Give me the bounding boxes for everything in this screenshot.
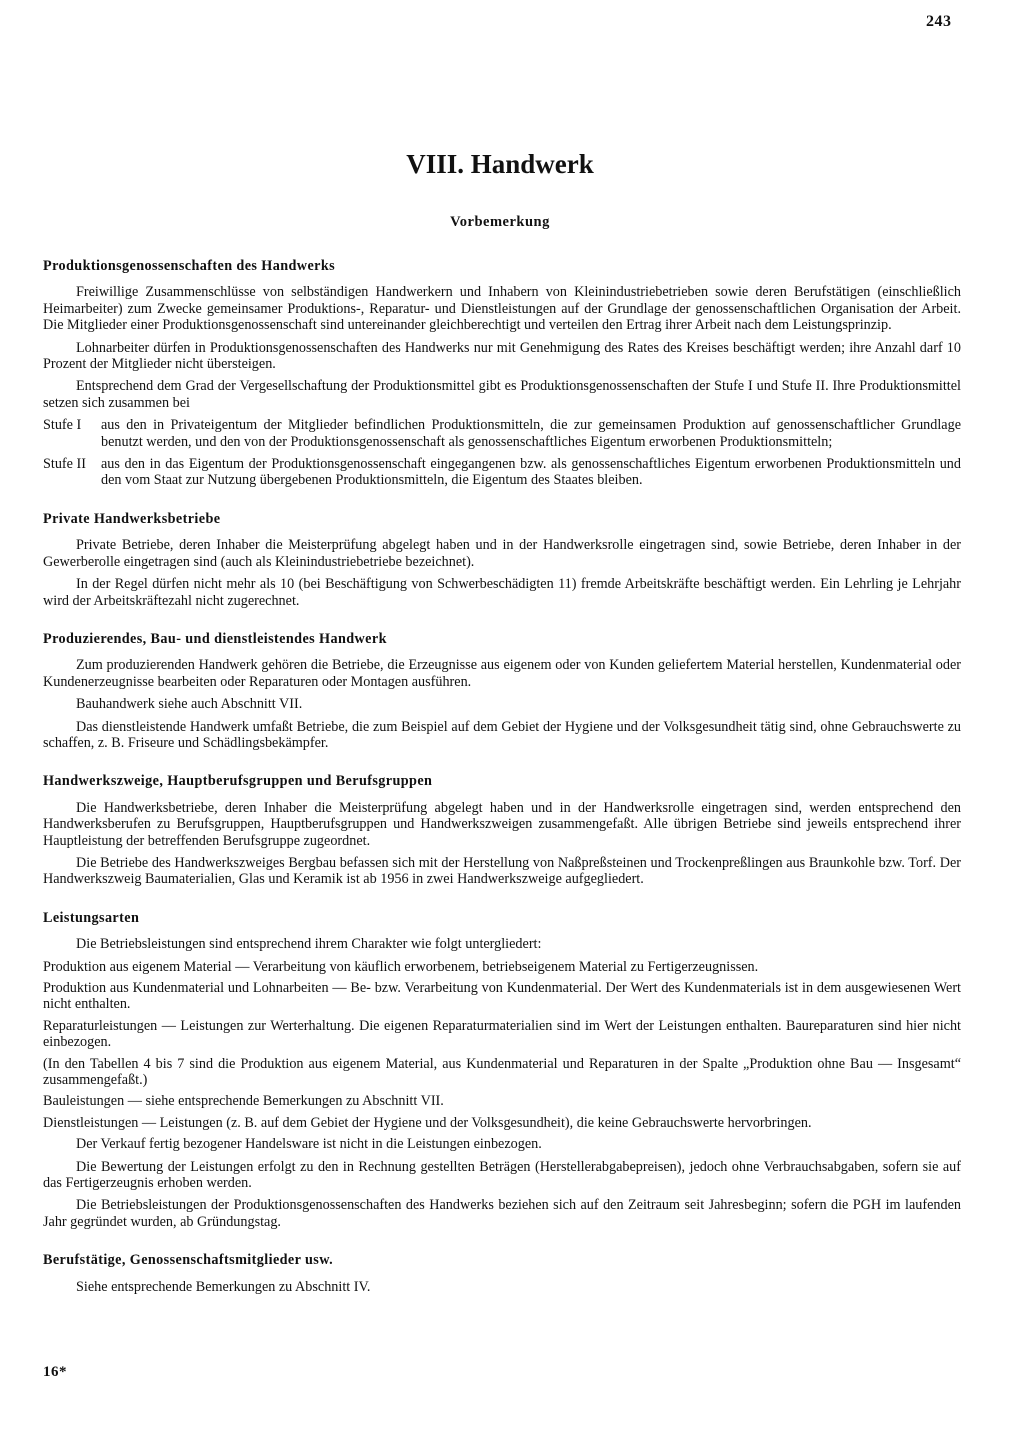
paragraph: Private Betriebe, deren Inhaber die Meisterprüfung abgelegt haben und in der Handwerksrolle eingetragen sind, sowie Betriebe, deren Inhaber in der Gewerberolle eingetragen sind (auch als Kleinindustriebetriebe bezeichnet).	[43, 537, 961, 570]
paragraph: Die Betriebe des Handwerkszweiges Bergbau befassen sich mit der Herstellung von Naßpreßsteinen und Trockenpreßlingen aus Braunkohle bzw. Torf. Der Handwerkszweig Baumaterialien, Glas und Keramik ist ab 1956 in zwei Handwerkszweige aufgegliedert.	[43, 854, 961, 888]
section-heading: Produktionsgenossenschaften des Handwerks	[43, 258, 336, 274]
paragraph: Freiwillige Zusammenschlüsse von selbständigen Handwerkern und Inhabern von Kleinindustriebetrieben sowie deren Berufstätigen (einschließlich Heimarbeiter) zum Zwecke gemeinsamer Produktions-, Reparatur- und Dienstleistungen auf der Grundlage der genossenschaftlichen Organisation der Arbeit. Die Mitglieder einer Produktionsgenossenschaft sind untereinander gleichberechtigt und verteilen den Ertrag ihrer Arbeit nach dem Leistungsprinzip.	[43, 284, 961, 334]
paragraph: Der Verkauf fertig bezogener Handelsware ist nicht in die Leistungen einbezogen.	[76, 1136, 542, 1153]
stufe-item	[43, 417, 961, 450]
term-definition: Reparaturleistungen — Leistungen zur Werterhaltung. Die eigenen Reparaturmaterialien sind im Wert der Leistungen enthalten. Baureparaturen sind hier nicht einbezogen.	[43, 1017, 961, 1051]
stufe-label: Stufe I	[43, 417, 82, 434]
document-body	[43, 258, 961, 1317]
section-berufstaetige	[43, 1252, 961, 1295]
term-definition: Dienstleistungen — Leistungen (z. B. auf dem Gebiet der Hygiene und der Volksgesundheit), die keine Gebrauchswerte hervorbringen.	[43, 1114, 812, 1131]
paragraph: Die Betriebsleistungen der Produktionsgenossenschaften des Handwerks beziehen sich auf den Zeitraum seit Jahresbeginn; sofern die PGH im laufenden Jahr gegründet wurden, ab Gründungstag.	[43, 1197, 961, 1230]
paragraph: Die Betriebsleistungen sind entsprechend ihrem Charakter wie folgt untergliedert:	[76, 936, 542, 953]
paragraph: Lohnarbeiter dürfen in Produktionsgenossenschaften des Handwerks nur mit Genehmigung des Rates des Kreises beschäftigt werden; ihre Anzahl darf 10 Prozent der Mitglieder nicht übersteigen.	[43, 339, 961, 373]
paragraph: Das dienstleistende Handwerk umfaßt Betriebe, die zum Beispiel auf dem Gebiet der Hygiene und der Volksgesundheit tätig sind, ohne Gebrauchswerte zu schaffen, z. B. Friseure und Schädlingsbekämpfer.	[43, 718, 961, 751]
stufe-label: Stufe II	[43, 456, 86, 473]
stufe-text: aus den in das Eigentum der Produktionsgenossenschaft eingegangenen bzw. als genossenschaftliches Eigentum erworbenen Produktionsmitteln und den vom Staat zur Nutzung übergebenen Produktionsmitteln, die Eigentum des Staates bleiben.	[101, 456, 961, 489]
signature-mark: 16*	[43, 1364, 67, 1380]
paragraph: Entsprechend dem Grad der Vergesellschaftung der Produktionsmittel gibt es Produktionsgenossenschaften der Stufe I und Stufe II. Ihre Produktionsmittel setzen sich zusammen bei	[43, 378, 961, 411]
preliminary-note-heading: Vorbemerkung	[450, 214, 550, 230]
page-number: 243	[926, 13, 952, 30]
section-leistungsarten	[43, 910, 961, 1231]
stufe-item	[43, 456, 961, 489]
section-produktionsgenossenschaften	[43, 258, 961, 489]
paragraph: Zum produzierenden Handwerk gehören die Betriebe, die Erzeugnisse aus eigenem oder von Kunden geliefertem Material herstellen, Kundenmaterial oder Kundenerzeugnisse bearbeiten oder Reparaturen oder Montagen ausführen.	[43, 657, 961, 690]
paragraph: Die Handwerksbetriebe, deren Inhaber die Meisterprüfung abgelegt haben und in der Handwerksrolle eingetragen sind, werden entsprechend den Handwerksberufen zu Berufsgruppen, Hauptberufsgruppen und Handwerkszweigen zusammengefaßt. Alle übrigen Betriebe sind jeweils entsprechend ihrer Hauptleistung der betreffenden Berufsgruppe zugeordnet.	[43, 799, 961, 849]
section-handwerkszweige	[43, 773, 961, 887]
section-produzierendes-handwerk	[43, 631, 961, 751]
paragraph: In der Regel dürfen nicht mehr als 10 (bei Beschäftigung von Schwerbeschädigten 11) fremde Arbeitskräfte beschäftigt werden. Ein Lehrling je Lehrjahr wird der Arbeitskräftezahl nicht zugerechnet.	[43, 576, 961, 609]
paragraph: Siehe entsprechende Bemerkungen zu Abschnitt IV.	[76, 1278, 371, 1295]
section-heading: Berufstätige, Genossenschaftsmitglieder usw.	[43, 1252, 334, 1269]
term-definition: Bauleistungen — siehe entsprechende Bemerkungen zu Abschnitt VII.	[43, 1093, 444, 1110]
stufe-text: aus den in Privateigentum der Mitglieder befindlichen Produktionsmitteln, die zur gemeinsamen Produktion auf genossenschaftlicher Grundlage benutzt werden, und den von der Produktionsgenossenschaft als genossenschaftliches Eigentum erworbenen Produktionsmitteln;	[101, 417, 961, 450]
paragraph: Bauhandwerk siehe auch Abschnitt VII.	[76, 696, 303, 713]
section-private-handwerksbetriebe	[43, 511, 961, 609]
term-definition: Produktion aus Kundenmaterial und Lohnarbeiten — Be- bzw. Verarbeitung von Kundenmaterial. Der Wert des Kundenmaterials ist in dem ausgewiesenen Wert nicht enthalten.	[43, 980, 961, 1013]
term-definition: Produktion aus eigenem Material — Verarbeitung von käuflich erworbenem, betriebseigenem Material zu Fertigerzeugnissen.	[43, 958, 759, 975]
paragraph: Die Bewertung der Leistungen erfolgt zu den in Rechnung gestellten Beträgen (Herstellerabgabepreisen), jedoch ohne Verbrauchsabgaben, sofern sie auf das Fertigerzeugnis erhoben werden.	[43, 1158, 961, 1192]
note-paragraph: (In den Tabellen 4 bis 7 sind die Produktion aus eigenem Material, aus Kundenmaterial und Reparaturen in der Spalte „Produktion ohne Bau — Insgesamt“ zusammengefaßt.)	[43, 1055, 961, 1089]
chapter-title: VIII. Handwerk	[406, 149, 594, 179]
section-heading: Private Handwerksbetriebe	[43, 510, 221, 527]
section-heading: Produzierendes, Bau- und dienstleistendes Handwerk	[43, 630, 387, 647]
section-heading: Handwerkszweige, Hauptberufsgruppen und Berufsgruppen	[43, 773, 433, 790]
section-heading: Leistungsarten	[43, 909, 140, 926]
